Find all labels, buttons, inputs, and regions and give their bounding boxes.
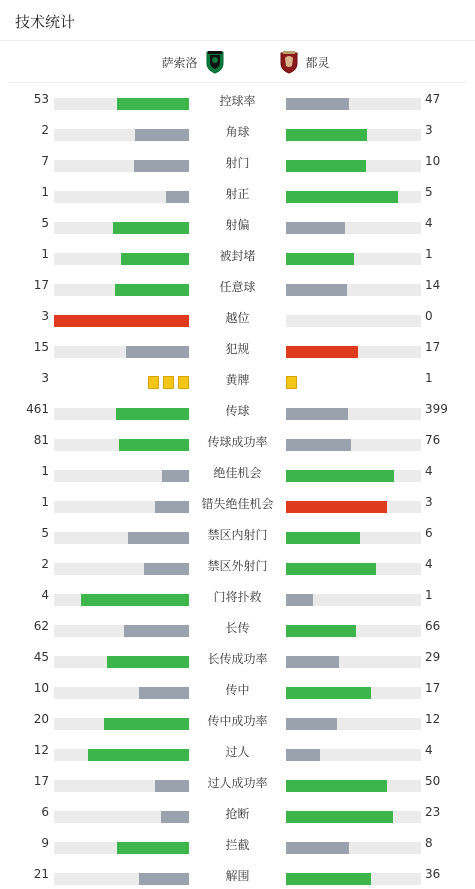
home-stat-bar: [54, 315, 189, 327]
stat-row: [0, 393, 475, 424]
away-stat-bar-fill: [286, 408, 348, 420]
home-stat-value: 1: [41, 185, 49, 199]
home-stat-bar-fill: [144, 563, 189, 575]
stats-header: [0, 0, 475, 41]
away-stat-bar: [286, 532, 421, 544]
stat-label: 解围: [225, 869, 250, 883]
stat-row: [0, 858, 475, 889]
stat-row: [0, 176, 475, 207]
away-stat-bar-fill: [286, 346, 358, 358]
away-stat-bar-fill: [286, 129, 367, 141]
home-stat-value: 461: [26, 402, 49, 416]
away-stat-bar: [286, 594, 421, 606]
away-stat-value: 50: [425, 774, 441, 788]
away-stat-bar: [286, 284, 421, 296]
stat-row: [0, 486, 475, 517]
home-stat-value: 10: [33, 681, 49, 695]
home-stat-bar-fill: [116, 408, 189, 420]
home-stat-value: 45: [33, 650, 49, 664]
away-stat-bar-fill: [286, 160, 366, 172]
away-stat-bar: [286, 408, 421, 420]
away-stat-bar-fill: [286, 873, 371, 885]
home-stat-bar-fill: [88, 749, 189, 761]
stat-row: [0, 300, 475, 331]
stat-label: 越位: [225, 311, 250, 325]
away-stat-bar: [286, 811, 421, 823]
stat-label: 禁区内射门: [207, 528, 268, 542]
home-stat-bar: [54, 749, 189, 761]
away-stat-bar: [286, 439, 421, 451]
away-stat-value: 17: [425, 340, 441, 354]
home-stat-value: 17: [33, 774, 49, 788]
away-stat-value: 3: [425, 495, 433, 509]
home-stat-value: 1: [41, 247, 49, 261]
away-stat-value: 8: [425, 836, 433, 850]
home-yellow-cards: [148, 376, 189, 389]
home-stat-bar-fill: [121, 253, 189, 265]
away-stat-value: 12: [425, 712, 441, 726]
away-stat-value: 1: [425, 588, 433, 602]
stat-label: 长传: [225, 621, 250, 635]
away-stat-value: 399: [425, 402, 448, 416]
away-stat-bar-fill: [286, 842, 349, 854]
away-stat-bar: [286, 129, 421, 141]
stat-row: [0, 424, 475, 455]
away-stat-value: 5: [425, 185, 433, 199]
away-stat-bar: [286, 780, 421, 792]
stat-row: [0, 579, 475, 610]
yellow-card-icon: [286, 376, 297, 389]
stat-label: 门将扑救: [213, 590, 262, 604]
stat-label: 黄牌: [225, 373, 250, 387]
home-stat-value: 2: [41, 123, 49, 137]
home-stat-bar: [54, 718, 189, 730]
stat-row: [0, 145, 475, 176]
away-stat-bar: [286, 98, 421, 110]
stat-label: 射正: [225, 187, 250, 201]
away-stat-bar: [286, 191, 421, 203]
home-stat-bar-fill: [117, 98, 189, 110]
home-stat-value: 5: [41, 526, 49, 540]
stat-row: [0, 734, 475, 765]
home-stat-bar: [54, 873, 189, 885]
page-title: 技术统计: [15, 13, 76, 31]
home-stat-bar-fill: [155, 780, 189, 792]
stat-label: 被封堵: [219, 249, 256, 263]
home-stat-bar-fill: [166, 191, 189, 203]
stat-label: 控球率: [219, 94, 256, 108]
stat-row: [0, 703, 475, 734]
away-stat-bar-fill: [286, 470, 394, 482]
stat-row: [0, 331, 475, 362]
away-stat-bar-fill: [286, 532, 360, 544]
away-stat-value: 36: [425, 867, 441, 881]
home-stat-bar: [54, 656, 189, 668]
away-stat-bar-fill: [286, 98, 349, 110]
away-stat-bar-fill: [286, 501, 387, 513]
home-stat-bar: [54, 780, 189, 792]
home-stat-value: 2: [41, 557, 49, 571]
home-stat-value: 3: [41, 371, 49, 385]
home-stat-value: 20: [33, 712, 49, 726]
home-stat-value: 81: [33, 433, 49, 447]
stat-row: [0, 238, 475, 269]
home-stat-bar-fill: [117, 842, 189, 854]
away-stat-bar: [286, 563, 421, 575]
stats-list: [0, 83, 475, 889]
home-stat-bar-fill: [139, 873, 189, 885]
away-stat-bar: [286, 656, 421, 668]
stat-label: 长传成功率: [207, 652, 268, 666]
stat-row: [0, 827, 475, 858]
away-stat-bar-fill: [286, 594, 313, 606]
stat-label: 抢断: [225, 807, 250, 821]
away-stat-value: 1: [425, 371, 433, 385]
away-stat-value: 10: [425, 154, 441, 168]
home-stat-bar: [54, 842, 189, 854]
stat-row: [0, 610, 475, 641]
away-team-name: 都灵: [305, 55, 330, 70]
home-stat-bar: [54, 408, 189, 420]
stat-label: 射偏: [225, 218, 250, 232]
stat-row: [0, 114, 475, 145]
stat-row: [0, 641, 475, 672]
home-stat-value: 62: [33, 619, 49, 633]
away-stat-bar: [286, 501, 421, 513]
home-stat-bar-fill: [107, 656, 189, 668]
home-stat-bar-fill: [134, 160, 189, 172]
away-stat-bar-fill: [286, 563, 376, 575]
away-stat-bar-fill: [286, 253, 354, 265]
home-stat-value: 12: [33, 743, 49, 757]
home-stat-bar-fill: [126, 346, 189, 358]
stat-label: 过人: [225, 745, 250, 759]
home-stat-bar-fill: [54, 315, 189, 327]
stat-label: 角球: [225, 125, 250, 139]
stat-row: [0, 517, 475, 548]
home-team-name: 萨索洛: [161, 55, 198, 70]
home-stat-bar-fill: [128, 532, 189, 544]
stat-row: [0, 362, 475, 393]
away-stat-bar: [286, 222, 421, 234]
away-stat-value: 4: [425, 557, 433, 571]
home-stat-bar: [54, 129, 189, 141]
yellow-card-icon: [178, 376, 189, 389]
yellow-card-icon: [148, 376, 159, 389]
home-stat-bar: [54, 625, 189, 637]
away-stat-bar: [286, 160, 421, 172]
stat-label: 绝佳机会: [213, 466, 262, 480]
stat-row: [0, 765, 475, 796]
stat-row: [0, 672, 475, 703]
away-stat-value: 66: [425, 619, 441, 633]
away-stat-bar-fill: [286, 687, 371, 699]
away-stat-bar: [286, 470, 421, 482]
stat-row: [0, 83, 475, 114]
away-stat-value: 14: [425, 278, 441, 292]
stat-label: 过人成功率: [207, 776, 268, 790]
away-stat-value: 4: [425, 216, 433, 230]
home-stat-bar: [54, 687, 189, 699]
away-stat-value: 23: [425, 805, 441, 819]
away-stat-bar: [286, 253, 421, 265]
away-stat-bar-fill: [286, 656, 339, 668]
away-stat-bar: [286, 625, 421, 637]
away-stat-bar: [286, 873, 421, 885]
home-stat-bar-fill: [104, 718, 189, 730]
away-stat-value: 29: [425, 650, 441, 664]
home-team[interactable]: [161, 50, 225, 74]
home-stat-bar-fill: [135, 129, 189, 141]
away-stat-value: 76: [425, 433, 441, 447]
stat-row: [0, 269, 475, 300]
away-stat-bar: [286, 687, 421, 699]
torino-badge-icon: [278, 50, 300, 74]
home-stat-bar-fill: [161, 811, 189, 823]
away-stat-bar: [286, 749, 421, 761]
stat-label: 任意球: [219, 280, 256, 294]
away-team[interactable]: [278, 50, 330, 74]
away-yellow-cards: [286, 376, 297, 389]
home-stat-value: 1: [41, 495, 49, 509]
home-stat-bar: [54, 284, 189, 296]
home-stat-value: 15: [33, 340, 49, 354]
away-stat-bar: [286, 315, 421, 327]
away-stat-value: 17: [425, 681, 441, 695]
home-stat-bar: [54, 811, 189, 823]
stat-label: 禁区外射门: [207, 559, 268, 573]
away-stat-bar-fill: [286, 811, 393, 823]
home-stat-bar: [54, 253, 189, 265]
away-stat-value: 4: [425, 464, 433, 478]
teams-row: [8, 41, 467, 83]
home-stat-bar: [54, 346, 189, 358]
stat-row: [0, 796, 475, 827]
away-stat-bar-fill: [286, 780, 387, 792]
home-stat-value: 7: [41, 154, 49, 168]
home-stat-value: 9: [41, 836, 49, 850]
home-stat-value: 5: [41, 216, 49, 230]
away-stat-bar-fill: [286, 625, 356, 637]
home-stat-bar: [54, 439, 189, 451]
stat-label: 射门: [225, 156, 250, 170]
home-stat-bar-fill: [113, 222, 189, 234]
home-stat-bar-fill: [81, 594, 189, 606]
home-stat-bar-fill: [124, 625, 189, 637]
home-stat-bar: [54, 594, 189, 606]
away-stat-value: 1: [425, 247, 433, 261]
home-stat-bar: [54, 501, 189, 513]
stat-row: [0, 207, 475, 238]
home-stat-value: 17: [33, 278, 49, 292]
home-stat-bar: [54, 222, 189, 234]
away-stat-value: 47: [425, 92, 441, 106]
home-stat-bar: [54, 191, 189, 203]
away-stat-bar-fill: [286, 222, 345, 234]
stat-label: 传中成功率: [207, 714, 268, 728]
away-stat-bar: [286, 718, 421, 730]
stat-label: 错失绝佳机会: [201, 497, 274, 511]
home-stat-value: 4: [41, 588, 49, 602]
stat-label: 传球: [225, 404, 250, 418]
home-stat-bar-fill: [115, 284, 189, 296]
stat-label: 传球成功率: [207, 435, 268, 449]
home-stat-bar: [54, 532, 189, 544]
home-stat-bar: [54, 563, 189, 575]
home-stat-value: 21: [33, 867, 49, 881]
stat-label: 传中: [225, 683, 250, 697]
away-stat-bar-fill: [286, 749, 320, 761]
stat-label: 犯规: [225, 342, 250, 356]
home-stat-bar: [54, 470, 189, 482]
stat-row: [0, 455, 475, 486]
home-stat-bar-fill: [155, 501, 189, 513]
home-stat-value: 3: [41, 309, 49, 323]
away-stat-bar-fill: [286, 191, 398, 203]
home-stat-bar-fill: [139, 687, 189, 699]
away-stat-bar-fill: [286, 439, 351, 451]
sassuolo-badge-icon: [204, 50, 226, 74]
home-stat-value: 1: [41, 464, 49, 478]
away-stat-value: 4: [425, 743, 433, 757]
stat-row: [0, 548, 475, 579]
away-stat-value: 3: [425, 123, 433, 137]
home-stat-bar-fill: [119, 439, 189, 451]
away-stat-bar: [286, 842, 421, 854]
home-stat-bar-fill: [162, 470, 189, 482]
home-stat-value: 6: [41, 805, 49, 819]
away-stat-bar-fill: [286, 284, 347, 296]
away-stat-value: 0: [425, 309, 433, 323]
stat-label: 拦截: [225, 838, 250, 852]
yellow-card-icon: [163, 376, 174, 389]
home-stat-bar: [54, 160, 189, 172]
home-stat-value: 53: [33, 92, 49, 106]
away-stat-bar: [286, 346, 421, 358]
home-stat-bar: [54, 98, 189, 110]
away-stat-bar-fill: [286, 718, 337, 730]
away-stat-value: 6: [425, 526, 433, 540]
